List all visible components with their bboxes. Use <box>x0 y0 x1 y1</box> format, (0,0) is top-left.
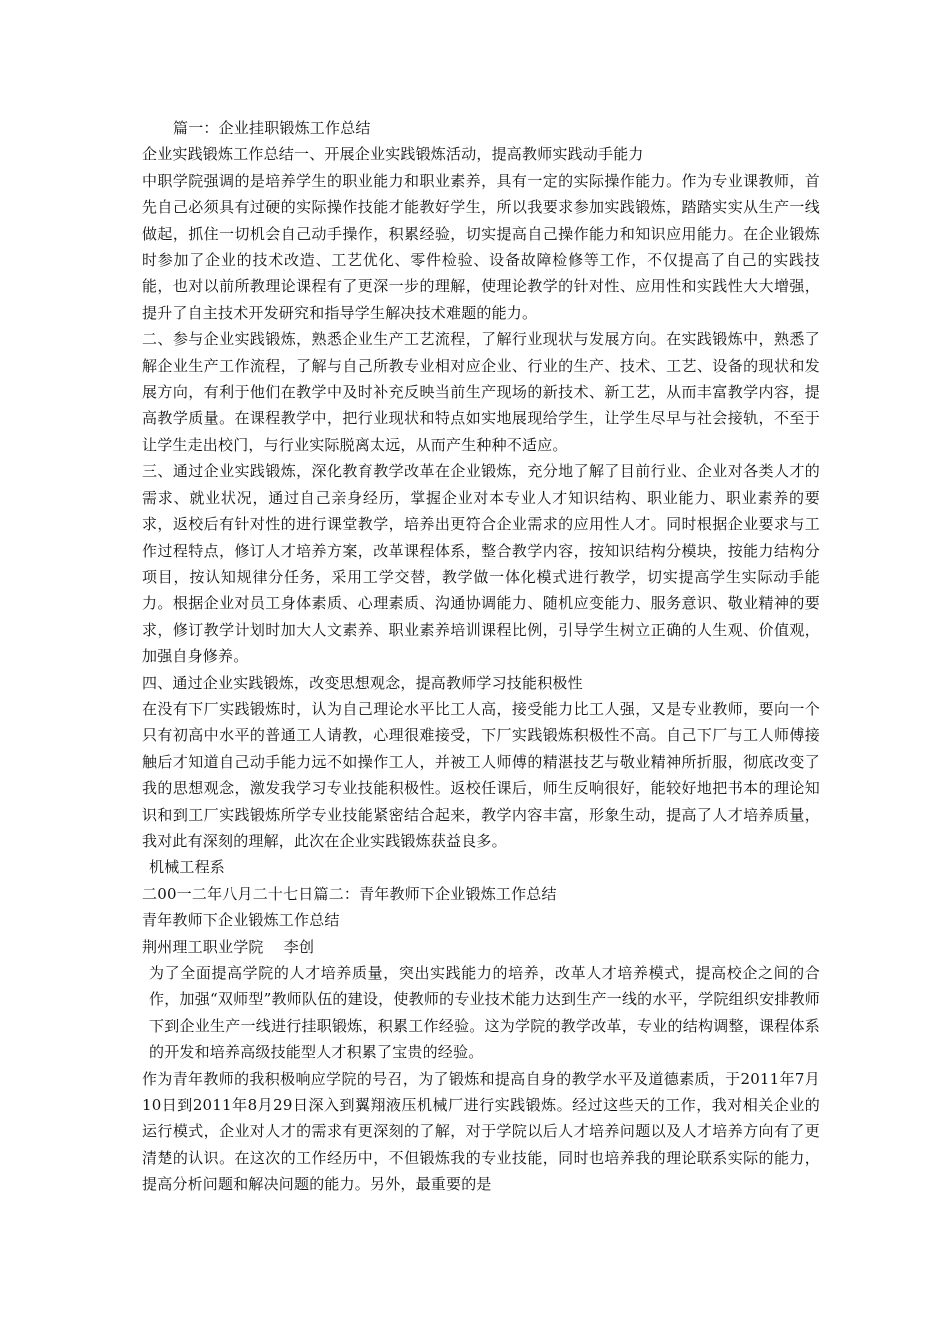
document-title: 篇一：企业挂职锻炼工作总结 <box>173 119 371 137</box>
document-body <box>142 115 820 1198</box>
paragraph: 三、通过企业实践锻炼，深化教育教学改革在企业锻炼，充分地了解了目前行业、企业对各类人才的需求、就业状况，通过自己亲身经历，掌握企业对本专业人才知识结构、职业能力、职业素养的要求，返校后有针对性的进行课堂教学，培养出更符合企业需求的应用性人才。同时根据企业要求与工作过程特点，修订人才培养方案，改革课程体系，整合教学内容，按知识结构分模块，按能力结构分项目，按认知规律分任务，采用工学交替，教学做一体化模式进行教学，切实提高学生实际动手能力。根据企业对员工身体素质、心理素质、沟通协调能力、随机应变能力、服务意识、敬业精神的要求，修订教学计划时加大人文素养、职业素养培训课程比例，引导学生树立正确的人生观、价值观，加强自身修养。 <box>142 462 820 666</box>
paragraph: 作为青年教师的我积极响应学院的号召，为了锻炼和提高自身的教学水平及道德素质，于2011年7月10日到2011年8月29日深入到翼翔液压机械厂进行实践锻炼。经过这些天的工作，我对相关企业的运行模式，企业对人才的需求有更深刻的了解，对于学院以后人才培养问题以及人才培养方向有了更清楚的认识。在这次的工作经历中，不但锻炼我的专业技能，同时也培养我的理论联系实际的能力，提高分析问题和解决问题的能力。另外，最重要的是 <box>142 1069 820 1194</box>
section-heading: 四、通过企业实践锻炼，改变思想观念，提高教师学习技能积极性 <box>142 673 583 692</box>
author-line: 荆州理工职业学院 李创 <box>142 937 315 956</box>
section-heading: 企业实践锻炼工作总结一、开展企业实践锻炼活动，提高教师实践动手能力 <box>142 145 644 164</box>
paragraph: 二、参与企业实践锻炼，熟悉企业生产工艺流程，了解行业现状与发展方向。在实践锻炼中，熟悉了解企业生产工作流程，了解与自己所教专业相对应企业、行业的生产、技术、工艺、设备的现状和发展方向，有利于他们在教学中及时补充反映当前生产现场的新技术、新工艺，从而丰富教学内容，提高教学质量。在课程教学中，把行业现状和特点如实地展现给学生，让学生尽早与社会接轨，不至于让学生走出校门，与行业实际脱离太远，从而产生种种不适应。 <box>142 330 820 454</box>
department-signature: 机械工程系 <box>149 858 226 877</box>
paragraph: 中职学院强调的是培养学生的职业能力和职业素养，具有一定的实际操作能力。作为专业课教师，首先自己必须具有过硬的实际操作技能才能教好学生，所以我要求参加实践锻炼，踏踏实实从生产一线做起，抓住一切机会自己动手操作，积累经验，切实提高自己操作能力和知识应用能力。在企业锻炼时参加了企业的技术改造、工艺优化、零件检验、设备故障检修等工作，不仅提高了自己的实践技能，也对以前所教理论课程有了更深一步的理解，使理论教学的针对性、应用性和实践性大大增强，提升了自主技术开发研究和指导学生解决技术难题的能力。 <box>142 171 820 322</box>
date-and-next-title: 二00一二年八月二十七日篇二：青年教师下企业锻炼工作总结 <box>142 884 557 903</box>
paragraph: 为了全面提高学院的人才培养质量，突出实践能力的培养，改革人才培养模式，提高校企之间的合作，加强“双师型”教师队伍的建设，使教师的专业技术能力达到生产一线的水平，学院组织安排教师下到企业生产一线进行挂职锻炼，积累工作经验。这为学院的教学改革，专业的结构调整，课程体系的开发和培养高级技能型人才积累了宝贵的经验。 <box>149 964 820 1062</box>
paragraph: 在没有下厂实践锻炼时，认为自己理论水平比工人高，接受能力比工人强，又是专业教师，要向一个只有初高中水平的普通工人请教，心理很难接受，下厂实践锻炼积极性不高。自己下厂与工人师傅接触后才知道自己动手能力远不如操作工人，并被工人师傅的精湛技艺与敬业精神所折服，彻底改变了我的思想观念，激发我学习专业技能积极性。返校任课后，师生反响很好，能较好地把书本的理论知识和到工厂实践锻炼所学专业技能紧密结合起来，教学内容丰富，形象生动，提高了人才培养质量，我对此有深刻的理解，此次在企业实践锻炼获益良多。 <box>142 699 820 850</box>
document-title: 青年教师下企业锻炼工作总结 <box>142 911 340 930</box>
